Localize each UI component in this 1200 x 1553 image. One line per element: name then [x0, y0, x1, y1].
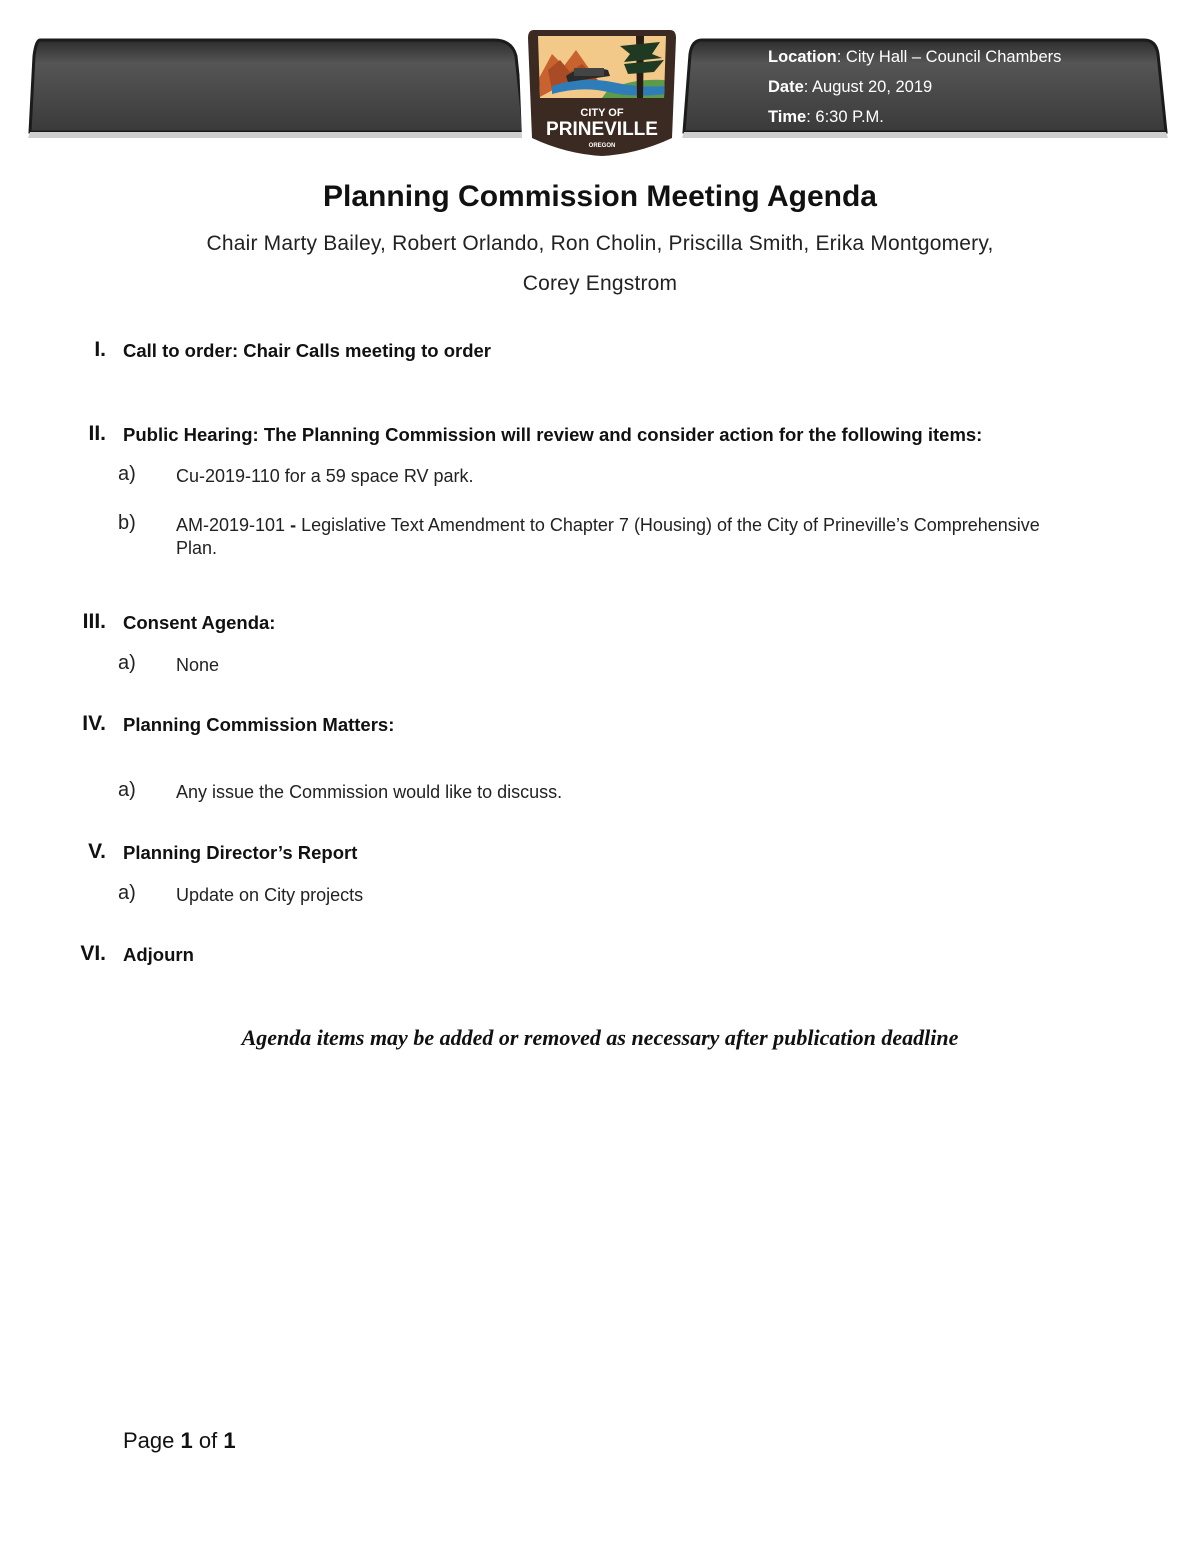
- section-title-director-report: Planning Director’s Report: [123, 842, 358, 863]
- section-number: I.: [94, 338, 106, 361]
- city-of-prineville-logo: [512, 20, 692, 166]
- page-title: Planning Commission Meeting Agenda: [323, 180, 877, 213]
- meeting-date: Date: August 20, 2019: [768, 78, 933, 96]
- agenda-item-rv-park: Cu-2019-110 for a 59 space RV park.: [176, 466, 474, 486]
- agenda-item-none: None: [176, 655, 220, 675]
- section-number: IV.: [82, 712, 106, 735]
- agenda-item-city-projects: Update on City projects: [176, 885, 364, 905]
- section-title-public-hearing: Public Hearing: The Planning Commission will review and consider action for the following items:: [123, 424, 983, 445]
- meeting-location: Location: City Hall – Council Chambers: [768, 48, 1062, 66]
- page-number: Page 1 of 1: [123, 1428, 236, 1453]
- publication-note: Agenda items may be added or removed as necessary after publication deadline: [241, 1025, 959, 1050]
- item-letter: b): [118, 512, 136, 534]
- logo-city-of: CITY OF: [580, 107, 624, 119]
- section-number: II.: [88, 422, 106, 445]
- section-number: VI.: [80, 942, 106, 965]
- agenda-item-any-issue: Any issue the Commission would like to discuss.: [176, 782, 563, 802]
- item-letter: a): [118, 652, 136, 674]
- section-number: V.: [88, 840, 106, 863]
- header-banner-left: [24, 36, 534, 140]
- section-title-consent-agenda: Consent Agenda:: [123, 612, 276, 633]
- logo-oregon: OREGON: [588, 143, 616, 149]
- agenda-item-text-amendment: AM-2019-101 - Legislative Text Amendment to Chapter 7 (Housing) of the City of Prineville’s Comprehensive Plan.: [176, 515, 1040, 558]
- section-number: III.: [82, 610, 106, 633]
- meeting-time: Time: 6:30 P.M.: [768, 108, 884, 126]
- section-title-call-to-order: Call to order: Chair Calls meeting to order: [123, 340, 492, 361]
- item-letter: a): [118, 882, 136, 904]
- commission-members-line1: Chair Marty Bailey, Robert Orlando, Ron Cholin, Priscilla Smith, Erika Montgomery,: [206, 232, 994, 255]
- logo-prineville: PRINEVILLE: [546, 119, 658, 140]
- commission-members-line2: Corey Engstrom: [522, 272, 678, 295]
- item-letter: a): [118, 779, 136, 801]
- section-title-adjourn: Adjourn: [123, 944, 194, 965]
- item-letter: a): [118, 463, 136, 485]
- section-title-commission-matters: Planning Commission Matters:: [123, 714, 395, 735]
